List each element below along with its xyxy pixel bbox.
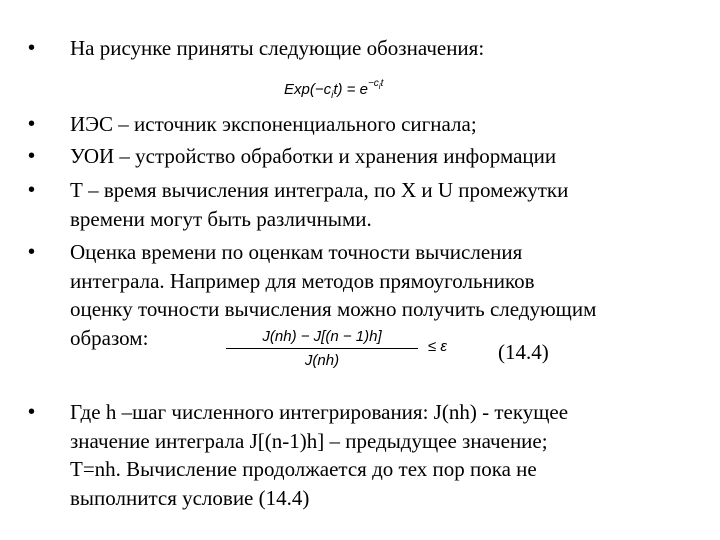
fraction-denominator: J(nh) <box>304 352 340 369</box>
bullet-1-text <box>70 34 484 63</box>
bullet-6-line-4: выполнится условие (14.4) <box>70 485 310 510</box>
fraction-bar <box>226 348 418 349</box>
bullet-1-line-1: На рисунке приняты следующие обозначения: <box>70 36 485 60</box>
bullet-6-line-1: Где h –шаг численного интегрирования: J(nh) - текущее <box>70 400 569 424</box>
bullet-6-text <box>70 398 568 512</box>
bullet-2-text <box>70 110 477 139</box>
bullet-5-marker: • <box>28 241 36 263</box>
exp-formula-exp-sub: i <box>378 82 381 91</box>
bullet-5-line-2: интеграла. Например для методов прямоугольников <box>70 268 535 293</box>
bullet-3-marker: • <box>28 145 36 167</box>
bullet-4-marker: • <box>28 179 36 201</box>
bullet-6-line-2: значение интеграла J[(n-1)h] – предыдущее значение; <box>70 428 548 453</box>
bullet-4-text <box>70 176 568 233</box>
bullet-2-line-1: ИЭС – источник экспоненциального сигнала; <box>70 112 477 136</box>
bullet-5-line-3: оценку точности вычисления можно получить следующим <box>70 297 597 321</box>
exp-formula-lhs: Exp(−c <box>284 81 332 98</box>
bullet-3-line-1: УОИ – устройство обработки и хранения информации <box>70 144 557 168</box>
bullet-3-text <box>70 142 556 171</box>
bullet-2-marker: • <box>28 113 36 135</box>
exp-formula-lhs-sub: i <box>331 90 334 101</box>
bullet-5-line-1: Оценка времени по оценкам точности вычисления <box>70 240 523 264</box>
exp-formula-exp: −c <box>367 78 379 89</box>
equation-number: (14.4) <box>498 340 549 364</box>
exp-formula-exponent <box>368 78 383 89</box>
bullet-4-line-1: Т – время вычисления интеграла, по Х и U промежутки <box>70 178 569 202</box>
exp-formula-lhs-end: t) = e <box>333 81 368 98</box>
fraction-relation: ≤ ε <box>428 338 447 355</box>
exp-formula-exp-end: t <box>380 78 384 89</box>
accuracy-fraction <box>222 328 422 374</box>
bullet-1-marker: • <box>28 37 36 59</box>
bullet-6-marker: • <box>28 401 36 423</box>
bullet-4-line-2: времени могут быть различными. <box>70 206 372 231</box>
bullet-5-line-4: образом: <box>70 325 149 350</box>
fraction-numerator: J(nh) − J[(n − 1)h] <box>262 328 382 345</box>
exp-formula <box>284 80 383 101</box>
bullet-6-line-3: T=nh. Вычисление продолжается до тех пор пока не <box>70 457 537 481</box>
